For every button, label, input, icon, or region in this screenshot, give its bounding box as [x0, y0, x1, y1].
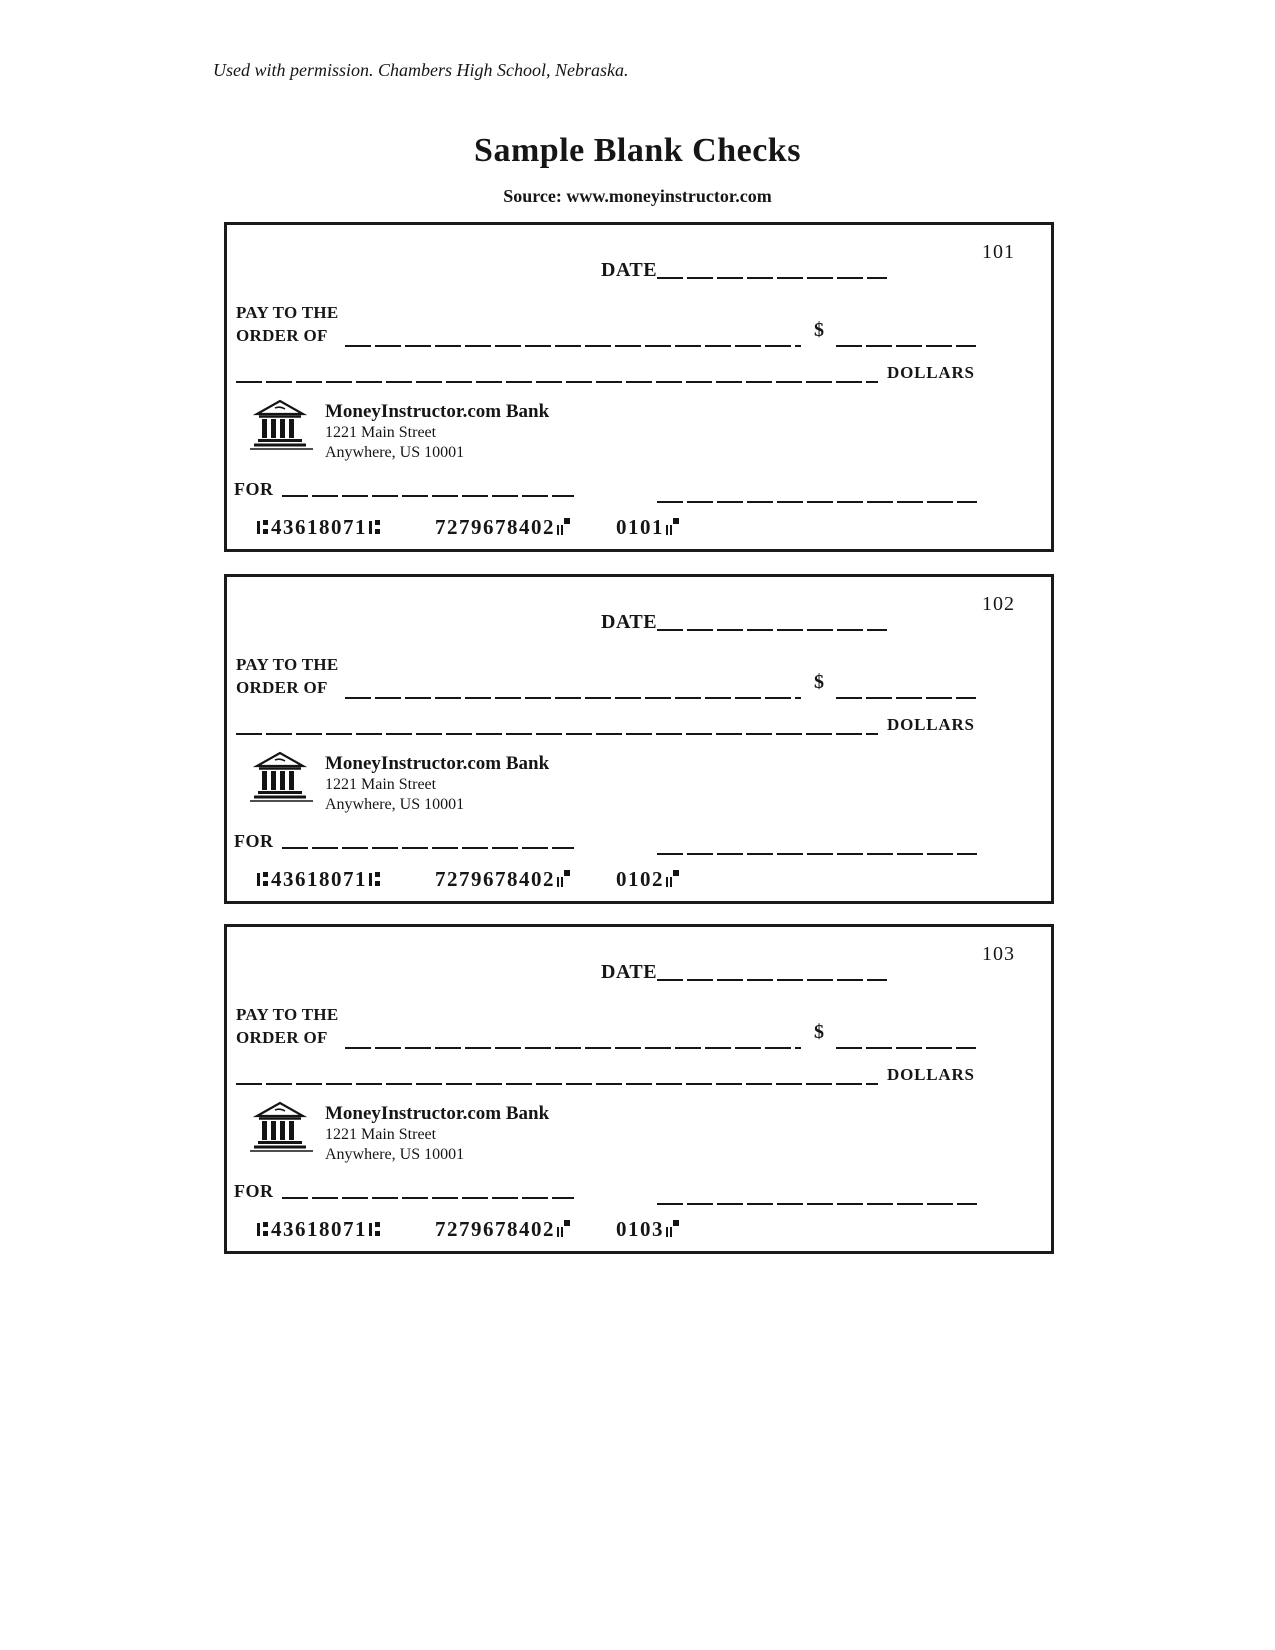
micr-check-number: 0103: [616, 1217, 664, 1241]
date-row: [601, 611, 887, 634]
micr-routing-number: 43618071: [271, 1217, 367, 1241]
bank-street: 1221 Main Street: [325, 1126, 437, 1143]
check-101: [224, 222, 1054, 552]
for-row: [234, 1181, 574, 1202]
date-line: [657, 629, 887, 631]
micr-transit-icon: [368, 518, 382, 537]
amount-words-line: [236, 733, 878, 735]
micr-check-number: 0101: [616, 515, 664, 539]
bank-name: MoneyInstructor.com Bank: [325, 401, 550, 422]
micr-line: [255, 1217, 679, 1242]
date-label: DATE: [601, 259, 658, 281]
memo-line: [282, 847, 574, 849]
amount-line: [836, 345, 976, 347]
for-label: FOR: [234, 1181, 274, 1201]
payee-labels: [236, 1003, 339, 1049]
micr-onus-icon: [557, 1220, 570, 1239]
amount-words-line: [236, 1083, 878, 1085]
date-line: [657, 979, 887, 981]
for-label: FOR: [234, 831, 274, 851]
page-title: Sample Blank Checks: [474, 132, 801, 169]
memo-line: [282, 495, 574, 497]
pay-to-the-label: PAY TO THE: [236, 1005, 339, 1024]
dollar-sign-label: $: [814, 319, 824, 341]
date-row: [601, 259, 887, 282]
order-of-label: ORDER OF: [236, 678, 328, 697]
bank-city: Anywhere, US 10001: [325, 1146, 465, 1163]
bank-street: 1221 Main Street: [325, 424, 437, 441]
micr-onus-icon: [557, 870, 570, 889]
bank-block: [249, 749, 549, 815]
for-label: FOR: [234, 479, 274, 499]
order-of-label: ORDER OF: [236, 326, 328, 345]
micr-transit-icon: [256, 518, 270, 537]
bank-city: Anywhere, US 10001: [325, 796, 465, 813]
check-number: 101: [982, 241, 1015, 263]
check-103: [224, 924, 1054, 1254]
dollars-label: DOLLARS: [887, 1065, 975, 1084]
bank-building-icon: [249, 1099, 313, 1153]
payee-line: [345, 345, 801, 347]
bank-building-icon: [249, 397, 313, 451]
micr-transit-icon: [256, 1220, 270, 1239]
pay-to-the-label: PAY TO THE: [236, 303, 339, 322]
micr-check-number: 0102: [616, 867, 664, 891]
dollar-sign-label: $: [814, 671, 824, 693]
bank-name: MoneyInstructor.com Bank: [325, 1103, 550, 1124]
micr-account-number: 7279678402: [435, 867, 555, 891]
micr-account-number: 7279678402: [435, 515, 555, 539]
payee-labels: [236, 301, 339, 347]
dollars-label: DOLLARS: [887, 363, 975, 382]
micr-routing-number: 43618071: [271, 867, 367, 891]
signature-line: [657, 853, 977, 855]
micr-transit-icon: [256, 870, 270, 889]
micr-line: [255, 867, 679, 892]
micr-onus-icon: [666, 1220, 679, 1239]
signature-line: [657, 1203, 977, 1205]
bank-city: Anywhere, US 10001: [325, 444, 465, 461]
bank-street: 1221 Main Street: [325, 776, 437, 793]
payee-line: [345, 1047, 801, 1049]
bank-block: [249, 397, 549, 463]
signature-line: [657, 501, 977, 503]
for-row: [234, 831, 574, 852]
memo-line: [282, 1197, 574, 1199]
micr-routing-number: 43618071: [271, 515, 367, 539]
micr-transit-icon: [368, 870, 382, 889]
dollar-sign-label: $: [814, 1021, 824, 1043]
payee-labels: [236, 653, 339, 699]
amount-line: [836, 1047, 976, 1049]
date-line: [657, 277, 887, 279]
source-line: Source: www.moneyinstructor.com: [503, 186, 772, 206]
pay-to-the-label: PAY TO THE: [236, 655, 339, 674]
date-label: DATE: [601, 961, 658, 983]
micr-onus-icon: [666, 518, 679, 537]
dollars-label: DOLLARS: [887, 715, 975, 734]
for-row: [234, 479, 574, 500]
check-number: 102: [982, 593, 1015, 615]
micr-transit-icon: [368, 1220, 382, 1239]
bank-building-icon: [249, 749, 313, 803]
date-row: [601, 961, 887, 984]
micr-onus-icon: [666, 870, 679, 889]
micr-onus-icon: [557, 518, 570, 537]
micr-line: [255, 515, 679, 540]
attribution-text: Used with permission. Chambers High School, Nebraska.: [213, 60, 629, 80]
check-102: [224, 574, 1054, 904]
bank-name: MoneyInstructor.com Bank: [325, 753, 550, 774]
check-number: 103: [982, 943, 1015, 965]
order-of-label: ORDER OF: [236, 1028, 328, 1047]
amount-words-line: [236, 381, 878, 383]
payee-line: [345, 697, 801, 699]
bank-block: [249, 1099, 549, 1165]
date-label: DATE: [601, 611, 658, 633]
micr-account-number: 7279678402: [435, 1217, 555, 1241]
amount-line: [836, 697, 976, 699]
